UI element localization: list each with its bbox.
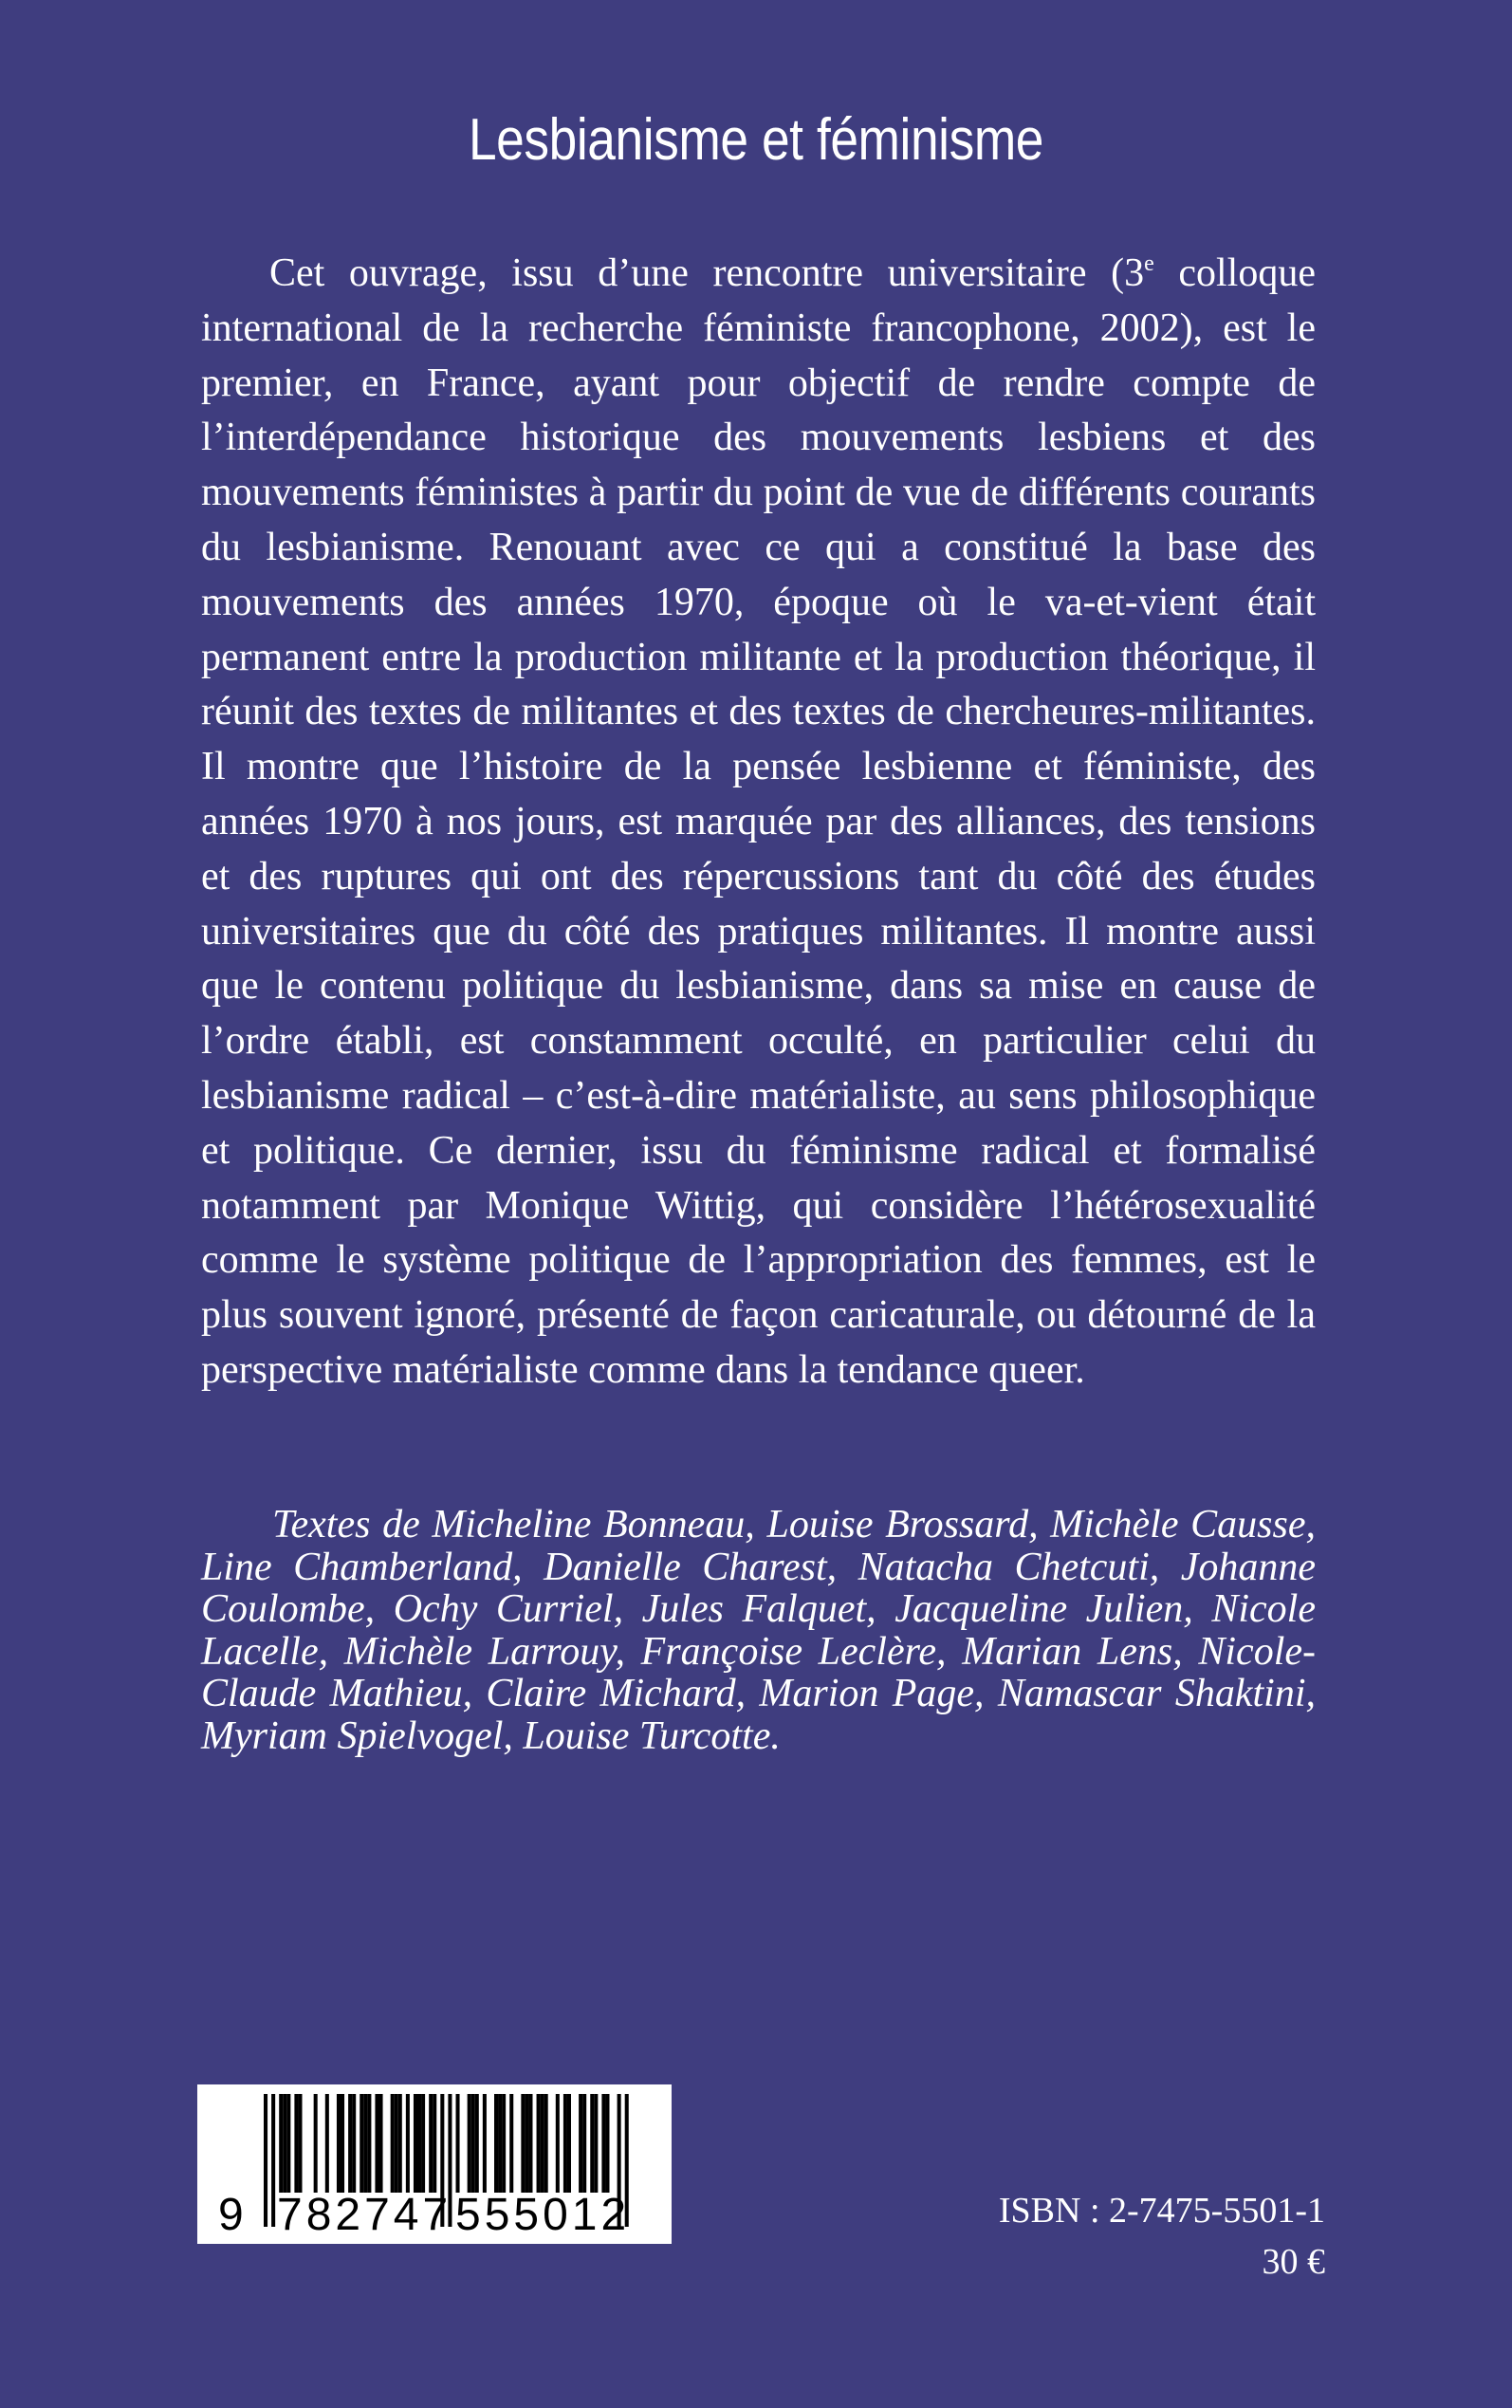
barcode-bar [567, 2094, 571, 2193]
barcode-bar [471, 2094, 475, 2193]
barcode-bar [417, 2094, 421, 2193]
barcode-bar [594, 2094, 598, 2193]
barcode-bar [314, 2094, 318, 2193]
barcode-bar [348, 2094, 352, 2193]
barcode-bar [367, 2094, 371, 2193]
barcode-bar [398, 2094, 402, 2193]
barcode-bar [286, 2094, 290, 2193]
book-title: Lesbianisme et féminisme [468, 107, 1044, 173]
barcode-bar [421, 2094, 425, 2193]
barcode-bar [468, 2094, 471, 2193]
barcode-left-group: 782747 [277, 2190, 452, 2240]
barcode-bar [475, 2094, 479, 2193]
barcode-bar [579, 2094, 582, 2193]
barcode-bar [406, 2094, 410, 2193]
barcode-bar [294, 2094, 298, 2193]
barcode-right-group: 555012 [455, 2190, 631, 2240]
barcode-bar [544, 2094, 548, 2193]
summary-part-2: colloque international de la recherche féministe francophone, 2002), est le premier, en France, ayant pour objectif de rendre compte de l’interdépendance historique des mouvements lesbiens et des mouvements féministes à partir du point de vue de différents courants du lesbianisme. Renouant avec ce qui a constitué la base des mouvements des années 1970, époque où le va-et-vient était permanent entre la production militante et la production théorique, il réunit des textes de militantes et des textes de chercheures-militantes. Il montre que l’histoire de la pensée lesbienne et féministe, des années 1970 à nos jours, est marquée par des alliances, des tensions et des ruptures qui ont des répercussions tant du côté des études universitaires que du côté des pratiques militantes. Il montre aussi que le contenu politique du lesbianisme, dans sa mise en cause de l’ordre établi, est constamment occulté, en particulier celui du lesbianisme radical – c’est-à-dire matérialiste, au sens philosophique et politique. Ce dernier, issu du féminisme radical et formalisé notamment par Monique Wittig, qui considère l’hétérosexualité comme le système politique de l’appropriation des femmes, est le plus souvent ignoré, présenté de façon caricaturale, ou détourné de la perspective matérialiste comme dans la tendance queer. [201, 251, 1316, 1392]
barcode [197, 2084, 672, 2244]
barcode-bar [337, 2094, 341, 2193]
barcode-bar [521, 2094, 525, 2193]
barcode-bar [563, 2094, 567, 2193]
barcode-bar [395, 2094, 398, 2193]
barcode-bar [298, 2094, 302, 2193]
summary-part-1: Cet ouvrage, issu d’une rencontre universitaire (3 [269, 251, 1145, 295]
barcode-guard-bar [271, 2094, 275, 2227]
barcode-first-digit: 9 [218, 2190, 244, 2240]
barcode-bar [556, 2094, 560, 2193]
barcode-bar [352, 2094, 356, 2193]
barcode-bar [341, 2094, 344, 2193]
barcode-bar [391, 2094, 395, 2193]
barcode-graphic [197, 2084, 672, 2244]
authors-list: Textes de Micheline Bonneau, Louise Brossard, Michèle Causse, Line Chamberland, Danielle Charest, Natacha Chetcuti, Johanne Coulombe, Ochy Curriel, Jules Falquet, Jacqueline Julien, Nicole Lacelle, Michèle Larrouy, Françoise Leclère, Marian Lens, Nicole-Claude Mathieu, Claire Michard, Marion Page, Namascar Shaktini, Myriam Spielvogel, Louise Turcotte. [201, 1503, 1316, 1758]
barcode-bar [590, 2094, 594, 2193]
summary-superscript: e [1144, 251, 1154, 276]
barcode-bar [502, 2094, 506, 2193]
barcode-bar [494, 2094, 498, 2193]
price-label: 30 € [1262, 2242, 1325, 2282]
barcode-bar [605, 2094, 609, 2193]
summary-paragraph [201, 247, 1316, 1398]
barcode-guard-bar [264, 2094, 267, 2227]
barcode-bar [429, 2094, 433, 2193]
barcode-bar [414, 2094, 417, 2193]
barcode-bar [433, 2094, 436, 2193]
barcode-bar [528, 2094, 532, 2193]
barcode-bar [498, 2094, 502, 2193]
barcode-bar [537, 2094, 541, 2193]
barcode-bar [325, 2094, 329, 2193]
barcode-bar [379, 2094, 383, 2193]
barcode-bar [483, 2094, 487, 2193]
isbn-label: ISBN : 2-7475-5501-1 [998, 2191, 1325, 2231]
barcode-bar [360, 2094, 363, 2193]
barcode-bar [541, 2094, 544, 2193]
barcode-bar [283, 2094, 286, 2193]
barcode-bar [525, 2094, 528, 2193]
barcode-bar [363, 2094, 367, 2193]
barcode-bar [582, 2094, 586, 2193]
barcode-bar [456, 2094, 460, 2193]
barcode-bar [601, 2094, 605, 2193]
barcode-bar [509, 2094, 513, 2193]
barcode-bar [279, 2094, 283, 2193]
barcode-bar [375, 2094, 378, 2193]
